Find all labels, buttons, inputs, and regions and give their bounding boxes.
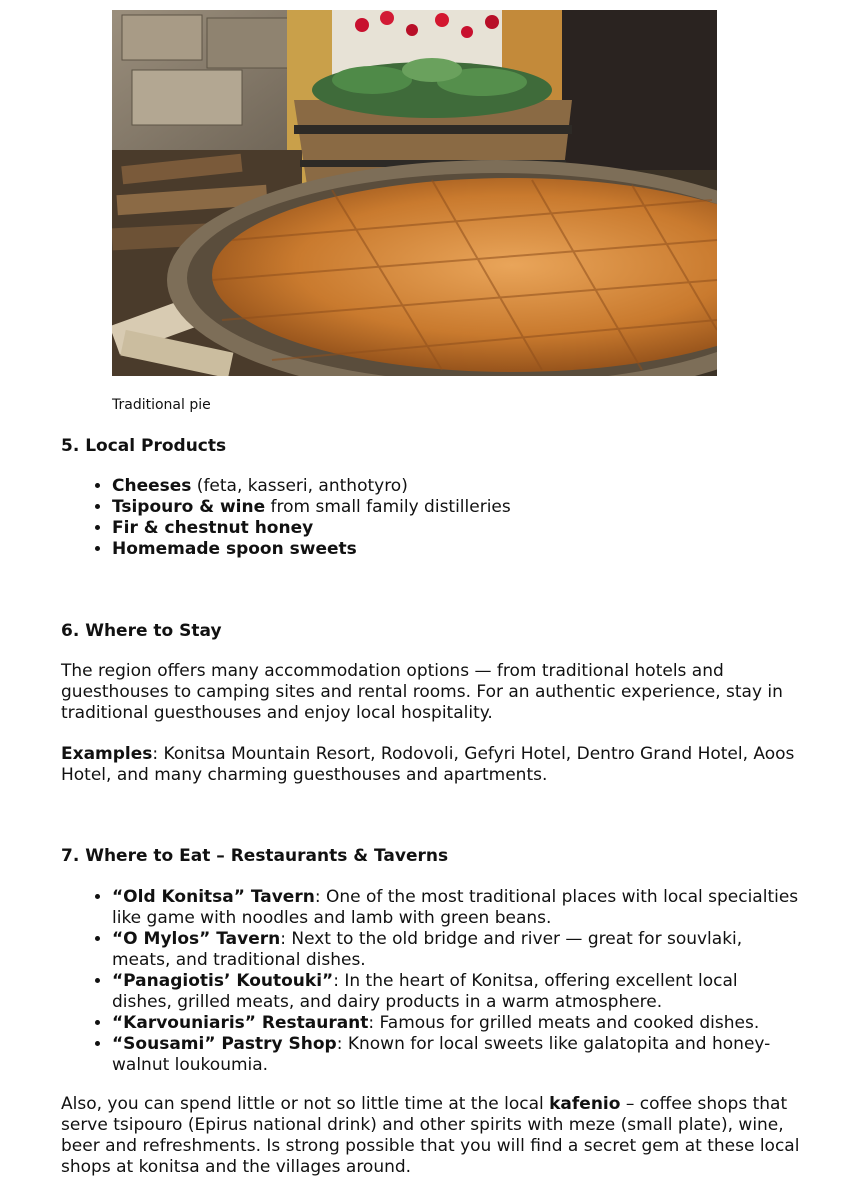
- where-to-stay-heading: 6. Where to Stay: [61, 621, 222, 641]
- photo-caption: Traditional pie: [112, 397, 211, 413]
- list-item: • “Karvouniaris” Restaurant: Famous for grilled meats and cooked dishes.: [112, 1013, 802, 1034]
- local-products-heading: 5. Local Products: [61, 436, 227, 456]
- local-products-list: [61, 476, 812, 560]
- kafenio-paragraph: Also, you can spend little or not so little time at the local kafenio – coffee shops that serve tsipouro (Epirus national drink) and other spirits with meze (small plate), wine, beer and refreshments. Is strong possible that you will find a secret gem at these local shops at konitsa and the villages around.: [61, 1094, 800, 1177]
- where-to-eat-heading: 7. Where to Eat – Restaurants & Taverns: [61, 846, 449, 866]
- restaurants-list: [61, 887, 802, 1076]
- list-item: • Fir & chestnut honey: [112, 518, 812, 539]
- stay-examples: Examples: Konitsa Mountain Resort, Rodovoli, Gefyri Hotel, Dentro Grand Hotel, Aoos Hotel, and many charming guesthouses and apartments.: [61, 744, 795, 785]
- list-item: • “Panagiotis’ Koutouki”: In the heart of Konitsa, offering excellent local dishes, grilled meats, and dairy products in a warm atmosphere.: [112, 971, 802, 1013]
- list-item: • Cheeses (feta, kasseri, anthotyro): [112, 476, 812, 497]
- list-item: • “Sousami” Pastry Shop: Known for local sweets like galatopita and honey-walnut loukoumia.: [112, 1034, 802, 1076]
- traditional-pie-photo: [112, 10, 717, 376]
- list-item: • “O Mylos” Tavern: Next to the old bridge and river — great for souvlaki, meats, and traditional dishes.: [112, 929, 802, 971]
- stay-paragraph: The region offers many accommodation options — from traditional hotels and guesthouses to camping sites and rental rooms. For an authentic experience, stay in traditional guesthouses and enjoy local hospitality.: [61, 661, 783, 723]
- list-item: • “Old Konitsa” Tavern: One of the most traditional places with local specialties like game with noodles and lamb with green beans.: [112, 887, 802, 929]
- list-item: • Homemade spoon sweets: [112, 539, 812, 560]
- list-item: • Tsipouro & wine from small family distilleries: [112, 497, 812, 518]
